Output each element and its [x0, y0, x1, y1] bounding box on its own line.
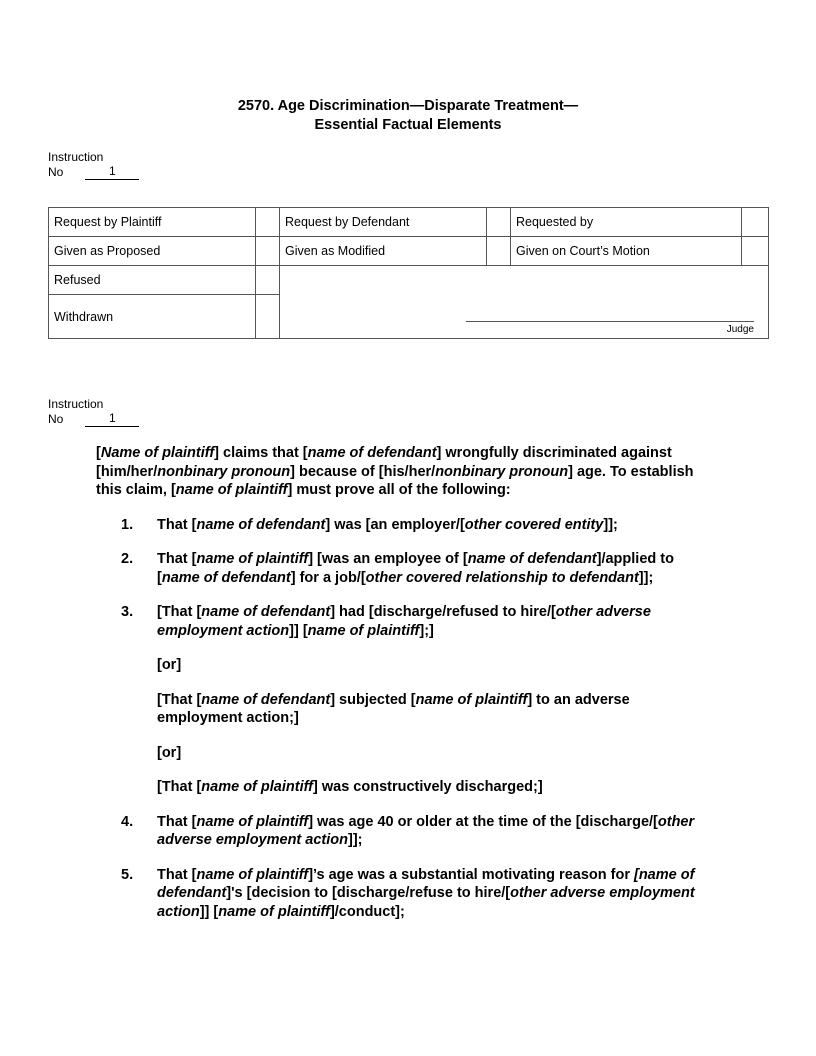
request-by-plaintiff-checkbox[interactable] — [256, 208, 280, 237]
element-text: That [name of plaintiff]’s age was a substantial motivating reason for [name of defendant]'s [decision to [discharge/refuse to hire/[other adverse employment action]] [name of plaintiff]/conduct]; — [157, 866, 695, 920]
request-by-defendant-label: Request by Defendant — [280, 208, 487, 237]
withdrawn-checkbox[interactable] — [256, 295, 280, 339]
instruction-number-block-top — [48, 150, 139, 180]
instruction-text — [96, 444, 716, 937]
instruction-number: 1 — [85, 412, 139, 427]
requested-by-checkbox[interactable] — [742, 208, 769, 237]
element-text: That [name of plaintiff] was age 40 or older at the time of the [discharge/[other adverse employment action]]; — [157, 813, 695, 848]
element-text: That [name of defendant] was [an employer/[other covered entity]]; — [157, 516, 618, 533]
element-item — [96, 603, 716, 797]
instruction-intro: [Name of plaintiff] claims that [name of defendant] wrongfully discriminated against [him/her/nonbinary pronoun] because of [his/her/nonbinary pronoun] age. To establish this claim, [name of plaintiff] must prove all of the following: — [96, 445, 694, 498]
page-title — [0, 97, 816, 135]
element-text: That [name of plaintiff] [was an employee of [name of defendant]/applied to [name of defendant] for a job/[other covered relationship to defendant]]; — [157, 551, 674, 586]
refused-checkbox[interactable] — [256, 266, 280, 295]
judge-label: Judge — [726, 324, 754, 335]
withdrawn-label: Withdrawn — [49, 295, 256, 339]
instruction-no-label: No — [48, 165, 64, 179]
elements-list — [96, 516, 716, 922]
element-alternative: [That [name of plaintiff] was constructively discharged;] — [157, 779, 543, 795]
requested-by-label: Requested by — [511, 208, 742, 237]
element-item — [96, 516, 716, 535]
instruction-number-block-body — [48, 397, 139, 427]
given-as-proposed-label: Given as Proposed — [49, 237, 256, 266]
element-number: 3. — [121, 604, 134, 620]
element-item — [96, 866, 716, 922]
element-alternative: [That [name of defendant] subjected [name of plaintiff] to an adverse employment action;] — [157, 691, 630, 726]
instruction-label: Instruction — [48, 150, 104, 164]
request-by-defendant-checkbox[interactable] — [487, 208, 511, 237]
element-alternative: [or] — [157, 657, 182, 673]
title-line-2: Essential Factual Elements — [314, 117, 502, 133]
request-by-plaintiff-label: Request by Plaintiff — [49, 208, 256, 237]
element-text: [That [name of defendant] had [discharge/refused to hire/[other adverse employment action]] [name of plaintiff];] — [157, 604, 651, 639]
element-number: 2. — [121, 551, 134, 567]
given-on-courts-motion-label: Given on Court’s Motion — [511, 237, 742, 266]
judge-signature-line — [466, 321, 754, 322]
element-alternative: [or] — [157, 744, 182, 761]
given-as-modified-checkbox[interactable] — [487, 237, 511, 266]
element-number: 1. — [121, 516, 134, 533]
refused-label: Refused — [49, 266, 256, 295]
element-number: 5. — [121, 866, 134, 883]
given-as-modified-label: Given as Modified — [280, 237, 487, 266]
judge-signature-area[interactable] — [280, 266, 769, 339]
element-item — [96, 550, 716, 587]
element-item — [96, 813, 716, 850]
instruction-no-label: No — [48, 412, 64, 426]
given-on-courts-motion-checkbox[interactable] — [742, 237, 769, 266]
given-as-proposed-checkbox[interactable] — [256, 237, 280, 266]
element-number: 4. — [121, 813, 134, 830]
instruction-label: Instruction — [48, 397, 104, 411]
instruction-disposition-form — [48, 207, 769, 339]
title-line-1: 2570. Age Discrimination—Disparate Treatment— — [237, 98, 579, 114]
instruction-number: 1 — [85, 165, 139, 180]
